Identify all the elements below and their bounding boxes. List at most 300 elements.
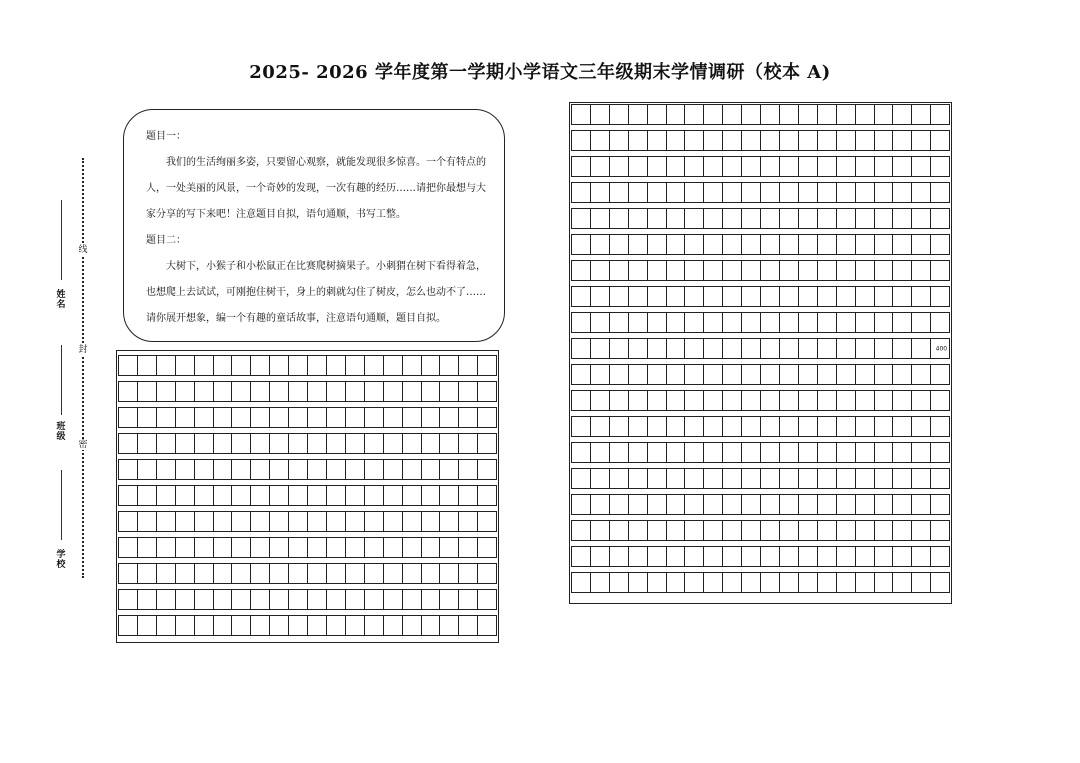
grid-cell[interactable] <box>723 209 742 228</box>
grid-cell[interactable] <box>422 460 441 479</box>
grid-cell[interactable] <box>591 365 610 384</box>
grid-cell[interactable] <box>761 417 780 436</box>
grid-cell[interactable] <box>856 495 875 514</box>
grid-cell[interactable] <box>837 313 856 332</box>
grid-cell[interactable] <box>648 443 667 462</box>
grid-cell[interactable] <box>138 408 157 427</box>
grid-cell[interactable] <box>591 209 610 228</box>
grid-cell[interactable] <box>704 547 723 566</box>
grid-cell[interactable] <box>685 157 704 176</box>
name-write-line[interactable] <box>61 200 62 280</box>
grid-cell[interactable] <box>893 365 912 384</box>
grid-cell[interactable] <box>591 417 610 436</box>
grid-cell[interactable] <box>818 521 837 540</box>
grid-cell[interactable] <box>118 616 138 635</box>
grid-cell[interactable] <box>893 391 912 410</box>
grid-cell[interactable] <box>667 105 686 124</box>
grid-cell[interactable] <box>912 209 931 228</box>
grid-cell[interactable] <box>459 512 478 531</box>
grid-cell[interactable] <box>478 382 497 401</box>
grid-cell[interactable] <box>384 434 403 453</box>
grid-cell[interactable] <box>422 616 441 635</box>
grid-cell[interactable] <box>157 434 176 453</box>
grid-cell[interactable] <box>856 183 875 202</box>
grid-cell[interactable] <box>780 443 799 462</box>
grid-cell[interactable] <box>422 382 441 401</box>
grid-cell[interactable] <box>685 469 704 488</box>
grid-cell[interactable] <box>761 443 780 462</box>
grid-cell[interactable] <box>912 287 931 306</box>
grid-cell[interactable] <box>818 573 837 592</box>
grid-cell[interactable] <box>629 157 648 176</box>
grid-cell[interactable] <box>704 417 723 436</box>
grid-cell[interactable] <box>912 339 931 358</box>
grid-cell[interactable] <box>571 183 591 202</box>
grid-cell[interactable] <box>232 460 251 479</box>
grid-cell[interactable] <box>610 235 629 254</box>
grid-cell[interactable] <box>893 235 912 254</box>
grid-cell[interactable] <box>837 209 856 228</box>
grid-cell[interactable] <box>571 417 591 436</box>
grid-cell[interactable] <box>685 547 704 566</box>
grid-cell[interactable] <box>157 460 176 479</box>
grid-cell[interactable] <box>742 131 761 150</box>
grid-cell[interactable] <box>591 443 610 462</box>
grid-cell[interactable] <box>837 521 856 540</box>
grid-cell[interactable] <box>629 105 648 124</box>
grid-cell[interactable] <box>289 616 308 635</box>
grid-cell[interactable] <box>118 408 138 427</box>
grid-cell[interactable] <box>327 408 346 427</box>
grid-cell[interactable] <box>459 616 478 635</box>
grid-cell[interactable] <box>176 616 195 635</box>
grid-cell[interactable] <box>667 339 686 358</box>
grid-cell[interactable] <box>610 105 629 124</box>
grid-cell[interactable] <box>571 235 591 254</box>
grid-cell[interactable] <box>308 616 327 635</box>
grid-cell[interactable] <box>440 382 459 401</box>
grid-cell[interactable] <box>723 261 742 280</box>
grid-cell[interactable] <box>837 131 856 150</box>
grid-cell[interactable] <box>384 512 403 531</box>
grid-cell[interactable] <box>837 547 856 566</box>
grid-cell[interactable] <box>912 235 931 254</box>
grid-cell[interactable] <box>704 495 723 514</box>
grid-cell[interactable] <box>761 183 780 202</box>
grid-cell[interactable] <box>931 547 950 566</box>
grid-cell[interactable] <box>270 512 289 531</box>
grid-cell[interactable] <box>327 382 346 401</box>
grid-cell[interactable] <box>648 209 667 228</box>
grid-cell[interactable] <box>195 590 214 609</box>
grid-cell[interactable] <box>931 157 950 176</box>
grid-cell[interactable] <box>346 408 365 427</box>
grid-cell[interactable] <box>742 209 761 228</box>
grid-cell[interactable] <box>365 538 384 557</box>
grid-cell[interactable] <box>667 157 686 176</box>
grid-cell[interactable] <box>780 495 799 514</box>
grid-cell[interactable] <box>799 443 818 462</box>
grid-cell[interactable] <box>931 495 950 514</box>
grid-cell[interactable] <box>610 469 629 488</box>
grid-cell[interactable] <box>629 235 648 254</box>
grid-cell[interactable] <box>384 590 403 609</box>
grid-cell[interactable] <box>875 547 894 566</box>
grid-cell[interactable] <box>704 313 723 332</box>
grid-cell[interactable] <box>251 408 270 427</box>
grid-cell[interactable] <box>685 365 704 384</box>
grid-cell[interactable] <box>931 209 950 228</box>
grid-cell[interactable] <box>761 313 780 332</box>
grid-cell[interactable] <box>591 183 610 202</box>
grid-cell[interactable] <box>723 105 742 124</box>
grid-cell[interactable] <box>875 573 894 592</box>
grid-cell[interactable] <box>629 495 648 514</box>
grid-cell[interactable] <box>591 313 610 332</box>
grid-cell[interactable] <box>118 486 138 505</box>
grid-cell[interactable] <box>346 382 365 401</box>
grid-cell[interactable] <box>799 131 818 150</box>
grid-cell[interactable] <box>818 547 837 566</box>
grid-cell[interactable] <box>704 339 723 358</box>
grid-cell[interactable] <box>742 235 761 254</box>
grid-cell[interactable] <box>704 157 723 176</box>
grid-cell[interactable] <box>704 287 723 306</box>
grid-cell[interactable] <box>818 417 837 436</box>
grid-cell[interactable] <box>837 105 856 124</box>
grid-cell[interactable] <box>214 590 233 609</box>
grid-cell[interactable] <box>893 521 912 540</box>
grid-cell[interactable] <box>685 209 704 228</box>
grid-cell[interactable] <box>856 391 875 410</box>
grid-cell[interactable] <box>610 131 629 150</box>
grid-cell[interactable] <box>742 183 761 202</box>
grid-cell[interactable] <box>422 408 441 427</box>
grid-cell[interactable] <box>289 434 308 453</box>
grid-cell[interactable] <box>176 356 195 375</box>
grid-cell[interactable] <box>422 590 441 609</box>
grid-cell[interactable] <box>837 157 856 176</box>
grid-cell[interactable] <box>176 408 195 427</box>
grid-cell[interactable] <box>780 131 799 150</box>
grid-cell[interactable] <box>761 339 780 358</box>
grid-cell[interactable] <box>571 391 591 410</box>
grid-cell[interactable] <box>761 261 780 280</box>
grid-cell[interactable] <box>308 434 327 453</box>
grid-cell[interactable] <box>629 573 648 592</box>
grid-cell[interactable] <box>648 131 667 150</box>
grid-cell[interactable] <box>176 512 195 531</box>
grid-cell[interactable] <box>912 573 931 592</box>
grid-cell[interactable] <box>195 382 214 401</box>
grid-cell[interactable] <box>818 105 837 124</box>
grid-cell[interactable] <box>742 573 761 592</box>
grid-cell[interactable] <box>912 131 931 150</box>
grid-cell[interactable] <box>780 365 799 384</box>
grid-cell[interactable] <box>138 590 157 609</box>
grid-cell[interactable] <box>591 521 610 540</box>
grid-cell[interactable] <box>610 521 629 540</box>
grid-cell[interactable] <box>478 356 497 375</box>
grid-cell[interactable] <box>384 460 403 479</box>
grid-cell[interactable] <box>648 313 667 332</box>
grid-cell[interactable] <box>176 486 195 505</box>
grid-cell[interactable] <box>761 495 780 514</box>
grid-cell[interactable] <box>422 356 441 375</box>
grid-cell[interactable] <box>232 408 251 427</box>
grid-cell[interactable] <box>931 287 950 306</box>
grid-cell[interactable] <box>818 261 837 280</box>
grid-cell[interactable] <box>837 339 856 358</box>
grid-cell[interactable] <box>195 538 214 557</box>
grid-cell[interactable] <box>931 105 950 124</box>
grid-cell[interactable] <box>875 287 894 306</box>
grid-cell[interactable] <box>912 495 931 514</box>
grid-cell[interactable] <box>818 443 837 462</box>
grid-cell[interactable] <box>440 564 459 583</box>
grid-cell[interactable] <box>856 417 875 436</box>
grid-cell[interactable] <box>761 131 780 150</box>
grid-cell[interactable] <box>648 157 667 176</box>
grid-cell[interactable] <box>270 486 289 505</box>
grid-cell[interactable] <box>365 590 384 609</box>
grid-cell[interactable] <box>571 313 591 332</box>
grid-cell[interactable] <box>384 616 403 635</box>
grid-cell[interactable] <box>818 183 837 202</box>
grid-cell[interactable] <box>610 365 629 384</box>
grid-cell[interactable] <box>308 382 327 401</box>
grid-cell[interactable] <box>214 538 233 557</box>
grid-cell[interactable] <box>422 512 441 531</box>
grid-cell[interactable] <box>723 521 742 540</box>
grid-cell[interactable] <box>818 287 837 306</box>
grid-cell[interactable] <box>459 382 478 401</box>
grid-cell[interactable] <box>403 616 422 635</box>
grid-cell[interactable] <box>875 495 894 514</box>
grid-cell[interactable] <box>384 382 403 401</box>
grid-cell[interactable] <box>157 382 176 401</box>
grid-cell[interactable] <box>289 408 308 427</box>
grid-cell[interactable] <box>912 183 931 202</box>
grid-cell[interactable] <box>214 408 233 427</box>
grid-cell[interactable] <box>723 287 742 306</box>
grid-cell[interactable] <box>837 365 856 384</box>
grid-cell[interactable] <box>648 365 667 384</box>
grid-cell[interactable] <box>893 495 912 514</box>
right-writing-grid[interactable] <box>571 104 950 600</box>
grid-cell[interactable] <box>176 564 195 583</box>
grid-cell[interactable] <box>761 235 780 254</box>
grid-cell[interactable] <box>214 564 233 583</box>
grid-cell[interactable] <box>875 105 894 124</box>
grid-cell[interactable] <box>571 573 591 592</box>
grid-cell[interactable] <box>195 460 214 479</box>
grid-cell[interactable] <box>629 339 648 358</box>
grid-cell[interactable] <box>648 287 667 306</box>
grid-cell[interactable] <box>799 339 818 358</box>
grid-cell[interactable] <box>742 339 761 358</box>
grid-cell[interactable] <box>667 443 686 462</box>
grid-cell[interactable] <box>704 365 723 384</box>
grid-cell[interactable] <box>571 105 591 124</box>
grid-cell[interactable] <box>685 183 704 202</box>
grid-cell[interactable] <box>685 261 704 280</box>
grid-cell[interactable] <box>780 547 799 566</box>
grid-cell[interactable] <box>912 313 931 332</box>
grid-cell[interactable] <box>893 443 912 462</box>
grid-cell[interactable] <box>667 495 686 514</box>
grid-cell[interactable] <box>742 391 761 410</box>
grid-cell[interactable] <box>818 391 837 410</box>
grid-cell[interactable] <box>685 573 704 592</box>
grid-cell[interactable] <box>118 460 138 479</box>
grid-cell[interactable] <box>875 261 894 280</box>
grid-cell[interactable] <box>232 616 251 635</box>
grid-cell[interactable] <box>629 417 648 436</box>
grid-cell[interactable] <box>931 443 950 462</box>
grid-cell[interactable] <box>591 235 610 254</box>
grid-cell[interactable] <box>571 469 591 488</box>
grid-cell[interactable] <box>308 590 327 609</box>
grid-cell[interactable] <box>912 521 931 540</box>
grid-cell[interactable] <box>346 590 365 609</box>
grid-cell[interactable] <box>327 616 346 635</box>
grid-cell[interactable] <box>799 547 818 566</box>
grid-cell[interactable] <box>403 590 422 609</box>
grid-cell[interactable] <box>742 287 761 306</box>
grid-cell[interactable] <box>440 408 459 427</box>
grid-cell[interactable] <box>270 434 289 453</box>
grid-cell[interactable] <box>214 616 233 635</box>
grid-cell[interactable] <box>138 538 157 557</box>
grid-cell[interactable] <box>440 486 459 505</box>
grid-cell[interactable] <box>723 495 742 514</box>
grid-cell[interactable] <box>799 495 818 514</box>
grid-cell[interactable] <box>327 486 346 505</box>
grid-cell[interactable] <box>875 469 894 488</box>
grid-cell[interactable] <box>289 486 308 505</box>
grid-cell[interactable] <box>799 365 818 384</box>
grid-cell[interactable] <box>667 287 686 306</box>
grid-cell[interactable] <box>384 356 403 375</box>
grid-cell[interactable] <box>610 391 629 410</box>
grid-cell[interactable] <box>704 573 723 592</box>
grid-cell[interactable] <box>591 573 610 592</box>
grid-cell[interactable] <box>195 434 214 453</box>
grid-cell[interactable] <box>856 235 875 254</box>
grid-cell[interactable] <box>761 365 780 384</box>
grid-cell[interactable] <box>648 391 667 410</box>
grid-cell[interactable] <box>591 157 610 176</box>
grid-cell[interactable] <box>837 573 856 592</box>
grid-cell[interactable] <box>157 616 176 635</box>
grid-cell[interactable] <box>818 339 837 358</box>
grid-cell[interactable] <box>875 313 894 332</box>
grid-cell[interactable] <box>685 495 704 514</box>
grid-cell[interactable] <box>176 590 195 609</box>
grid-cell[interactable] <box>384 486 403 505</box>
grid-cell[interactable] <box>308 460 327 479</box>
grid-cell[interactable] <box>912 469 931 488</box>
grid-cell[interactable] <box>837 443 856 462</box>
grid-cell[interactable] <box>289 564 308 583</box>
grid-cell[interactable] <box>648 547 667 566</box>
grid-cell[interactable] <box>818 131 837 150</box>
grid-cell[interactable] <box>571 495 591 514</box>
grid-cell[interactable] <box>704 105 723 124</box>
grid-cell[interactable] <box>327 538 346 557</box>
grid-cell[interactable] <box>875 443 894 462</box>
grid-cell[interactable] <box>912 261 931 280</box>
grid-cell[interactable] <box>893 313 912 332</box>
grid-cell[interactable] <box>799 209 818 228</box>
grid-cell[interactable] <box>648 469 667 488</box>
grid-cell[interactable] <box>799 391 818 410</box>
grid-cell[interactable] <box>251 382 270 401</box>
grid-cell[interactable] <box>138 356 157 375</box>
grid-cell[interactable] <box>232 434 251 453</box>
grid-cell[interactable] <box>856 313 875 332</box>
grid-cell[interactable] <box>704 235 723 254</box>
grid-cell[interactable] <box>912 391 931 410</box>
grid-cell[interactable] <box>893 547 912 566</box>
grid-cell[interactable] <box>629 209 648 228</box>
class-write-line[interactable] <box>61 345 62 415</box>
grid-cell[interactable] <box>478 564 497 583</box>
grid-cell[interactable] <box>591 469 610 488</box>
grid-cell[interactable] <box>893 261 912 280</box>
grid-cell[interactable] <box>157 486 176 505</box>
grid-cell[interactable] <box>818 313 837 332</box>
grid-cell[interactable] <box>270 564 289 583</box>
grid-cell[interactable] <box>761 157 780 176</box>
grid-cell[interactable] <box>742 365 761 384</box>
grid-cell[interactable] <box>176 434 195 453</box>
grid-cell[interactable] <box>232 486 251 505</box>
grid-cell[interactable] <box>629 391 648 410</box>
grid-cell[interactable] <box>818 235 837 254</box>
grid-cell[interactable] <box>591 287 610 306</box>
grid-cell[interactable] <box>780 235 799 254</box>
grid-cell[interactable] <box>780 313 799 332</box>
grid-cell[interactable] <box>723 339 742 358</box>
grid-cell[interactable] <box>667 521 686 540</box>
grid-cell[interactable] <box>856 105 875 124</box>
grid-cell[interactable] <box>837 183 856 202</box>
grid-cell[interactable] <box>856 287 875 306</box>
grid-cell[interactable] <box>232 356 251 375</box>
grid-cell[interactable] <box>931 521 950 540</box>
grid-cell[interactable] <box>761 105 780 124</box>
grid-cell[interactable] <box>685 105 704 124</box>
grid-cell[interactable] <box>571 157 591 176</box>
grid-cell[interactable] <box>251 564 270 583</box>
grid-cell[interactable] <box>327 512 346 531</box>
grid-cell[interactable] <box>685 131 704 150</box>
grid-cell[interactable] <box>138 512 157 531</box>
grid-cell[interactable] <box>118 434 138 453</box>
grid-cell[interactable] <box>289 460 308 479</box>
grid-cell[interactable] <box>912 547 931 566</box>
grid-cell[interactable] <box>818 157 837 176</box>
grid-cell[interactable] <box>591 339 610 358</box>
grid-cell[interactable] <box>931 235 950 254</box>
grid-cell[interactable] <box>251 512 270 531</box>
grid-cell[interactable] <box>308 408 327 427</box>
grid-cell[interactable] <box>893 157 912 176</box>
grid-cell[interactable] <box>629 547 648 566</box>
grid-cell[interactable] <box>667 131 686 150</box>
